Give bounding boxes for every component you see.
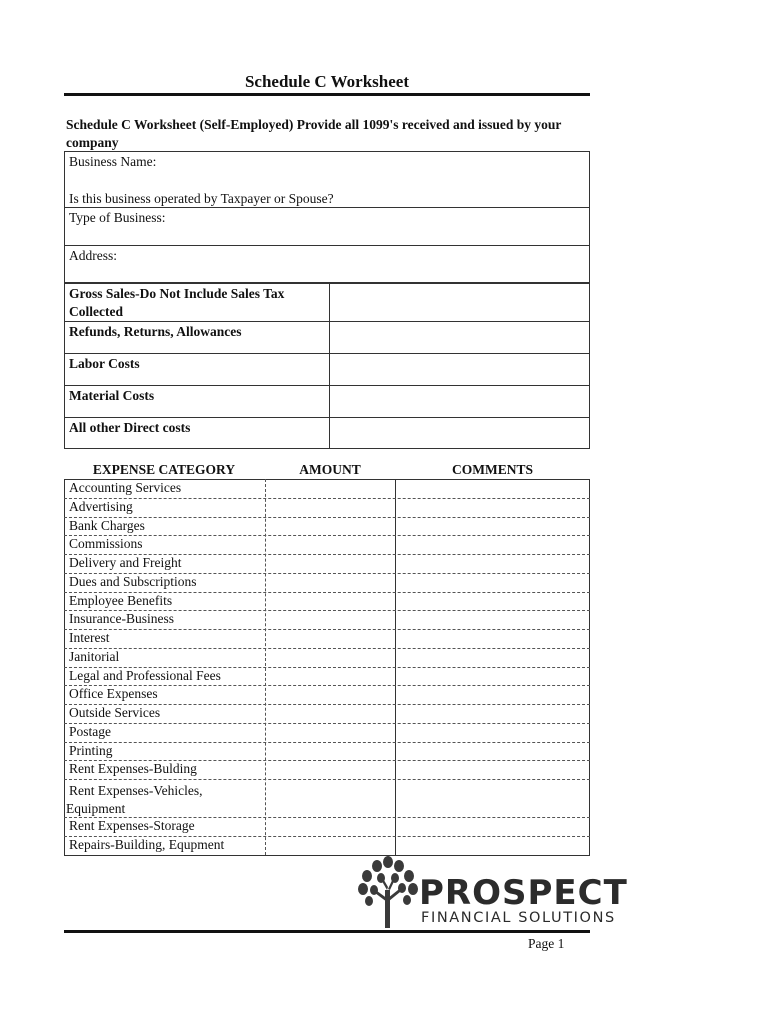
gross-sales-label <box>69 285 319 321</box>
expense-category-label: Legal and Professional Fees <box>69 667 221 683</box>
expense-amount-cell[interactable] <box>266 837 395 855</box>
other-direct-costs-label: All other Direct costs <box>69 420 191 435</box>
expense-amount-cell[interactable] <box>266 761 395 779</box>
labor-costs-field[interactable] <box>330 354 589 385</box>
expense-amount-cell[interactable] <box>266 668 395 686</box>
gross-sales-text: Gross Sales-Do Not Include Sales Tax Collected <box>69 286 285 319</box>
expense-category-label: Printing <box>69 742 113 758</box>
intro-text: Schedule C Worksheet (Self-Employed) Provide all 1099's received and issued by your company <box>66 117 562 150</box>
expense-amount-cell[interactable] <box>266 574 395 592</box>
expense-amount-cell[interactable] <box>266 536 395 554</box>
expense-category-label: Rent Expenses-Vehicles, Equipment <box>66 783 203 816</box>
business-operated-label: Is this business operated by Taxpayer or Spouse? <box>69 191 334 206</box>
business-divider <box>64 207 590 208</box>
expense-category-label: Interest <box>69 630 110 645</box>
refunds-field[interactable] <box>330 322 589 353</box>
expense-amount-cell[interactable] <box>266 611 395 629</box>
expense-category-label: Bank Charges <box>69 517 145 533</box>
expense-comment-cell[interactable] <box>396 668 589 686</box>
expense-comment-cell[interactable] <box>396 499 589 517</box>
expense-comment-cell[interactable] <box>396 593 589 611</box>
expense-category-label: Postage <box>69 723 111 739</box>
title-rule <box>64 93 590 96</box>
expense-category-label: Delivery and Freight <box>69 555 182 570</box>
other-direct-costs-field[interactable] <box>330 418 589 448</box>
expense-category-label: Janitorial <box>69 648 120 664</box>
expense-comment-cell[interactable] <box>396 518 589 536</box>
expense-amount-cell[interactable] <box>266 780 395 817</box>
expense-amount-cell[interactable] <box>266 630 395 648</box>
material-costs-label: Material Costs <box>69 388 155 403</box>
expense-comment-cell[interactable] <box>396 649 589 667</box>
labor-costs-label: Labor Costs <box>69 356 140 371</box>
tree-icon <box>357 856 419 928</box>
expense-category-label: Office Expenses <box>69 686 158 702</box>
expense-comment-cell[interactable] <box>396 536 589 554</box>
logo-wordmark: PROSPECT <box>419 873 628 913</box>
expense-comment-cell[interactable] <box>396 818 589 836</box>
expense-comment-cell[interactable] <box>396 555 589 573</box>
expense-amount-cell[interactable] <box>266 480 395 498</box>
expense-category-label: Repairs-Building, Equpment <box>69 836 225 852</box>
expense-amount-cell[interactable] <box>266 686 395 704</box>
comments-header: COMMENTS <box>452 462 533 477</box>
expense-amount-cell[interactable] <box>266 649 395 667</box>
expense-amount-cell[interactable] <box>266 593 395 611</box>
page-title: Schedule C Worksheet <box>244 72 410 91</box>
expense-comment-cell[interactable] <box>396 705 589 723</box>
expense-comment-cell[interactable] <box>396 630 589 648</box>
expense-category-label: Commissions <box>69 536 143 552</box>
business-address-label: Address: <box>69 248 117 263</box>
expense-category-label: Insurance-Business <box>69 611 174 627</box>
expense-amount-cell[interactable] <box>266 499 395 517</box>
footer-rule <box>64 930 590 933</box>
refunds-label: Refunds, Returns, Allowances <box>69 324 242 339</box>
expense-category-label: Accounting Services <box>69 480 182 495</box>
gross-sales-field[interactable] <box>330 284 589 321</box>
expense-amount-cell[interactable] <box>266 705 395 723</box>
logo-subtitle: FINANCIAL SOLUTIONS <box>421 910 616 926</box>
page-number: Page 1 <box>528 936 565 951</box>
expense-category-label: Dues and Subscriptions <box>69 573 197 589</box>
expense-amount-cell[interactable] <box>266 818 395 836</box>
business-name-label: Business Name: <box>69 154 157 169</box>
expense-comment-cell[interactable] <box>396 686 589 704</box>
amount-header: AMOUNT <box>299 462 361 477</box>
expense-comment-cell[interactable] <box>396 611 589 629</box>
expense-comment-cell[interactable] <box>396 480 589 498</box>
expense-amount-cell[interactable] <box>266 743 395 761</box>
expense-category-label: Outside Services <box>69 705 161 720</box>
business-type-label: Type of Business: <box>69 210 166 225</box>
business-divider <box>64 245 590 246</box>
expense-amount-cell[interactable] <box>266 724 395 742</box>
expense-category-label: Rent Expenses-Storage <box>69 818 195 833</box>
expense-category-label: Employee Benefits <box>69 592 173 608</box>
expense-comment-cell[interactable] <box>396 837 589 855</box>
expense-comment-cell[interactable] <box>396 574 589 592</box>
expense-comment-cell[interactable] <box>396 724 589 742</box>
expense-comment-cell[interactable] <box>396 780 589 817</box>
expense-category-label: Advertising <box>69 498 133 514</box>
expense-comment-cell[interactable] <box>396 743 589 761</box>
expense-category-label: Rent Expenses-Bulding <box>69 761 197 777</box>
expense-amount-cell[interactable] <box>266 555 395 573</box>
expense-comment-cell[interactable] <box>396 761 589 779</box>
expense-amount-cell[interactable] <box>266 518 395 536</box>
expense-category-header: EXPENSE CATEGORY <box>92 462 236 477</box>
material-costs-field[interactable] <box>330 386 589 417</box>
